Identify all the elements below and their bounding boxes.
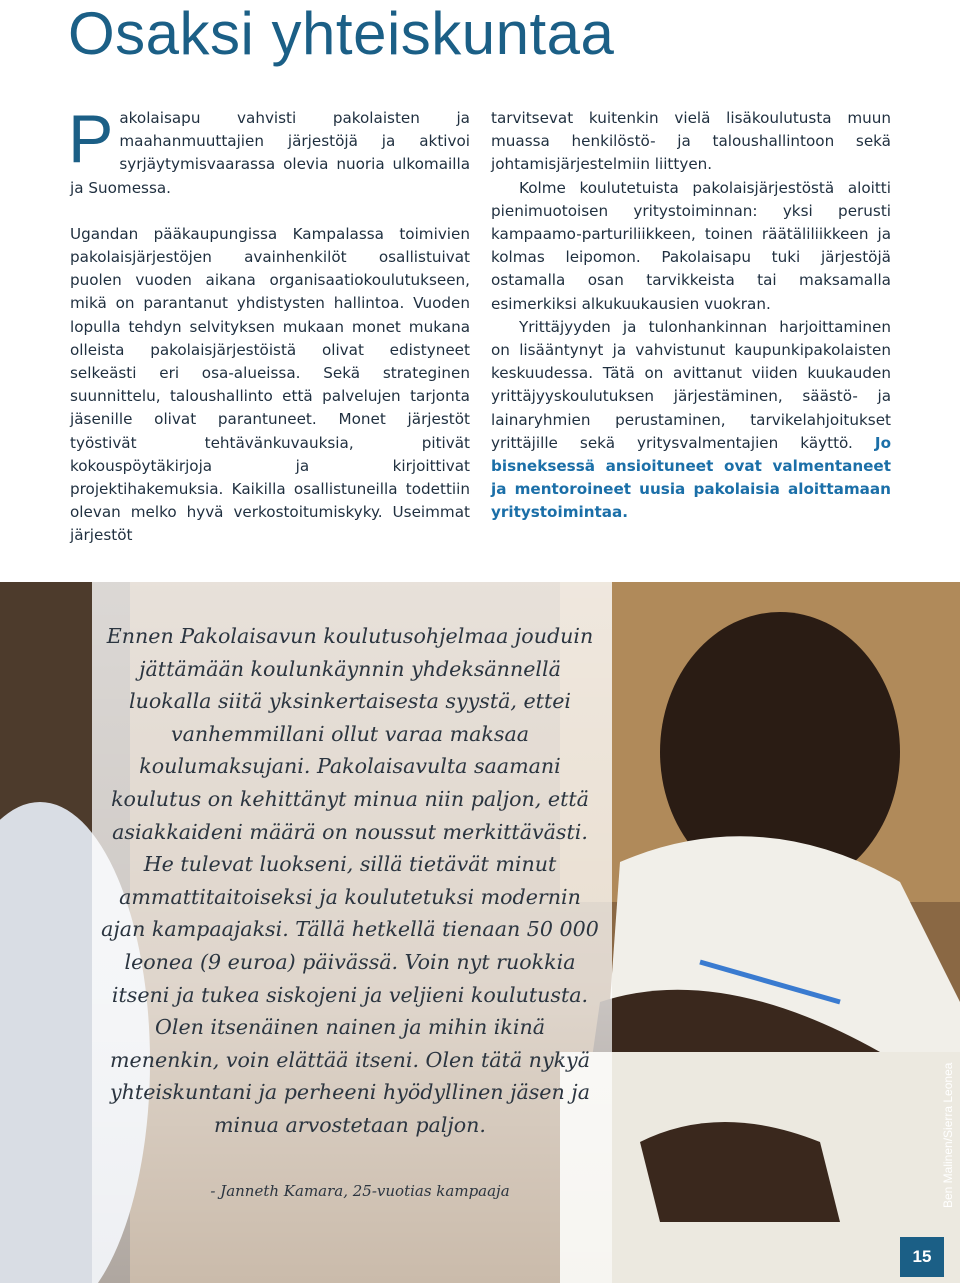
quote-attribution: - Janneth Kamara, 25-vuotias kampaaja <box>210 1182 510 1200</box>
left-text-column <box>68 101 470 548</box>
photo-credit: Ben Malinen/Sierra Leonea <box>941 1062 955 1208</box>
entrepreneurship-text: Yrittäjyyden ja tulonhankinnan harjoittaminen on lisääntynyt ja vahvistunut kaupunkipakolaisten keskuudessa. Tätä on avittanut viiden kuukauden yrittäjyyskoulutuksen järjestäminen, säästö- ja lainaryhmien perustaminen, tarvikelahjoitukset yrittäjille sekä yritysvalmentajien käyttö. <box>491 317 891 452</box>
right-text-column <box>491 107 891 525</box>
body-paragraph-continued: tarvitsevat kuitenkin vielä lisäkoulutusta muun muassa henkilöstö- ja taloushallintoon sekä johtamisjärjestelmiin liittyen. <box>491 109 891 174</box>
body-paragraph-uganda: Ugandan pääkaupungissa Kampalassa toimivien pakolaisjärjestöjen avainhenkilöt osallistuivat puolen vuoden aikana organisaatiokoulutukseen, mikä on parantanut yhdistysten hallintoa. Vuoden lopulla tehdyn selvityksen mukaan monet mukana olleista pakolaisjärjestöistä olivat edistyneet selkeästi eri osa-alueissa. Sekä strateginen suunnittelu, taloushallinto että palvelujen tarjonta jäsenille olivat parantuneet. Monet järjestöt työstivät tehtävänkuvauksia, pitivät kokouspöytäkirjoja ja kirjoittivat projektihakemuksia. Kaikilla osallistuneilla todettiin olevan melko hyvä verkostoitumiskyky. Useimmat järjestöt <box>70 224 470 545</box>
highlight-text: Jo bisneksessä ansioituneet ovat valmentaneet ja mentoroineet uusia pakolaisia aloittamaan yritystoimintaa. <box>491 433 892 522</box>
body-paragraph-entrepreneurship <box>491 316 891 525</box>
intro-text: akolaisapu vahvisti pakolaisten ja maahanmuuttajien järjestöjä ja aktivoi syrjäytymisvaarassa olevia nuoria ulkomailla ja Suomessa. <box>70 109 470 197</box>
intro-paragraph <box>68 101 470 200</box>
body-paragraph-businesses: Kolme koulutetuista pakolaisjärjestöstä aloitti pienimuotoisen yritystoiminnan: yksi perusti kampaamo-parturiliikkeen, toinen räätäliliikkeen ja kolmas leipomon. Pakolaisapu tuki järjestöjä ostamalla osan tarvikkeista tai maksamalla esimerkiksi alkukuukausien vuokran. <box>491 178 891 313</box>
testimonial-quote: Ennen Pakolaisavun koulutusohjelmaa jouduin jättämään koulunkäynnin yhdeksännellä luokalla siitä yksinkertaisesta syystä, ettei vanhemmillani ollut varaa maksaa koulumaksujani. Pakolaisavulta saamani koulutus on kehittänyt minua niin paljon, että asiakkaideni määrä on noussut merkittävästi. He tulevat luokseni, sillä tietävät minut ammattitaitoiseksi ja koulutetuksi modernin ajan kampaajaksi. Tällä hetkellä tienaan 50 000 leonea (9 euroa) päivässä. Voin nyt ruokkia itseni ja tukea siskojeni ja veljieni koulutusta. Olen itsenäinen nainen ja mihin ikinä menenkin, voin elättää itseni. Olen tätä nykyä yhteiskuntani ja perheeni hyödyllinen jäsen ja minua arvostetaan paljon. <box>101 624 599 1137</box>
page-number-badge: 15 <box>900 1237 944 1277</box>
hairdresser-photo <box>0 582 960 1283</box>
drop-cap: P <box>68 101 114 177</box>
page-title: Osaksi yhteiskuntaa <box>68 0 615 67</box>
